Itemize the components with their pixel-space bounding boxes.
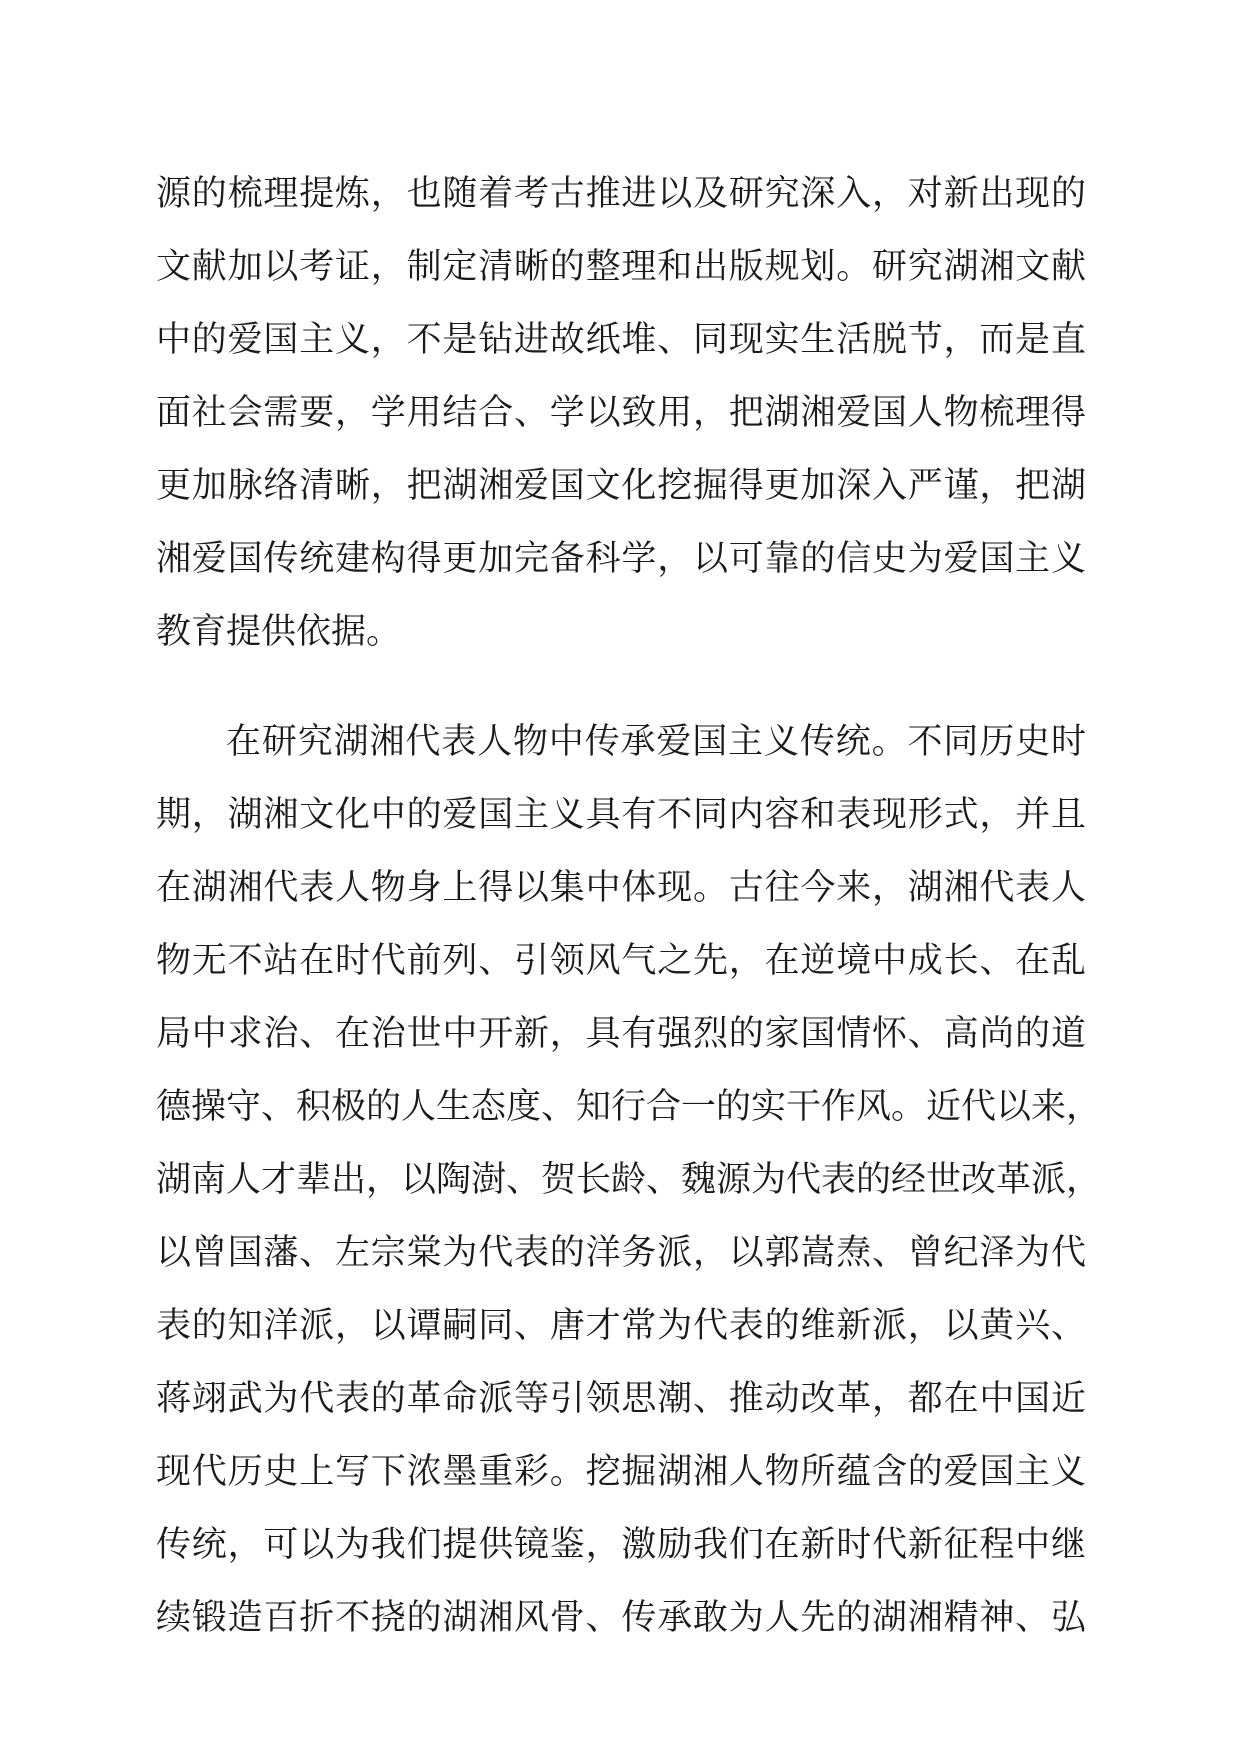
paragraph-2-line-13: 续锻造百折不挠的湖湘风骨、传承敢为人先的湖湘精神、弘	[156, 1598, 1086, 1638]
paragraph-2-line-2: 期，湖湘文化中的爱国主义具有不同内容和表现形式，并且	[156, 795, 1086, 835]
paragraph-1-line-1: 源的梳理提炼，也随着考古推进以及研究深入，对新出现的	[156, 174, 1086, 214]
paragraph-1-line-5: 更加脉络清晰，把湖湘爱国文化挖掘得更加深入严谨，把湖	[156, 466, 1086, 506]
paragraph-2-line-1: 在研究湖湘代表人物中传承爱国主义传统。不同历史时	[226, 722, 1086, 762]
paragraph-2-line-10: 蒋翊武为代表的革命派等引领思潮、推动改革，都在中国近	[156, 1379, 1086, 1419]
paragraph-2-line-11: 现代历史上写下浓墨重彩。挖掘湖湘人物所蕴含的爱国主义	[156, 1452, 1086, 1492]
paragraph-2-line-8: 以曾国藩、左宗棠为代表的洋务派，以郭嵩焘、曾纪泽为代	[156, 1233, 1086, 1273]
paragraph-1-line-6: 湘爱国传统建构得更加完备科学，以可靠的信史为爱国主义	[156, 539, 1086, 579]
paragraph-1-line-7: 教育提供依据。	[156, 612, 402, 652]
paragraph-2-line-3: 在湖湘代表人物身上得以集中体现。古往今来，湖湘代表人	[156, 868, 1086, 908]
paragraph-2-line-4: 物无不站在时代前列、引领风气之先，在逆境中成长、在乱	[156, 941, 1086, 981]
paragraph-2-line-7: 湖南人才辈出，以陶澍、贺长龄、魏源为代表的经世改革派，	[156, 1160, 1102, 1200]
paragraph-2-line-6: 德操守、积极的人生态度、知行合一的实干作风。近代以来，	[156, 1087, 1102, 1127]
paragraph-1-line-3: 中的爱国主义，不是钻进故纸堆、同现实生活脱节，而是直	[156, 320, 1086, 360]
paragraph-2-line-12: 传统，可以为我们提供镜鉴，激励我们在新时代新征程中继	[156, 1525, 1086, 1565]
paragraph-1-line-4: 面社会需要，学用结合、学以致用，把湖湘爱国人物梳理得	[156, 393, 1086, 433]
paragraph-1-line-2: 文献加以考证，制定清晰的整理和出版规划。研究湖湘文献	[156, 247, 1086, 287]
paragraph-2-line-9: 表的知洋派，以谭嗣同、唐才常为代表的维新派，以黄兴、	[156, 1306, 1086, 1346]
paragraph-2-line-5: 局中求治、在治世中开新，具有强烈的家国情怀、高尚的道	[156, 1014, 1086, 1054]
